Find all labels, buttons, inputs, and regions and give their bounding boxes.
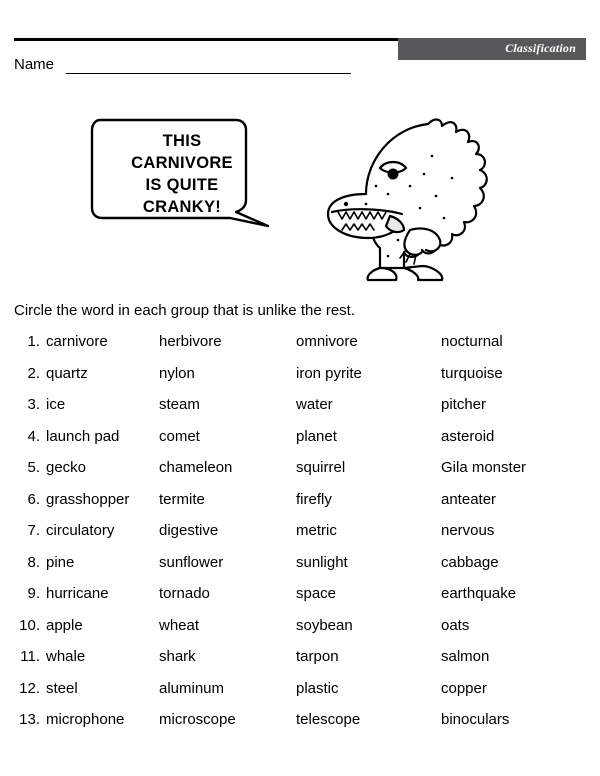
name-write-line[interactable] — [66, 73, 351, 74]
item-number: 12. — [19, 679, 40, 697]
word-group-row — [14, 459, 586, 491]
word-group-row — [14, 617, 586, 649]
word-option[interactable]: herbivore — [159, 333, 222, 350]
item-number: 10. — [19, 616, 40, 634]
category-label: Classification — [505, 41, 576, 55]
word-option[interactable]: shark — [159, 648, 196, 665]
word-option[interactable]: anteater — [441, 490, 497, 508]
word-group-row — [14, 365, 586, 397]
word-option[interactable]: apple — [46, 616, 83, 634]
word-option[interactable]: metric — [296, 522, 337, 539]
word-option[interactable]: salmon — [441, 648, 490, 665]
name-field-row — [14, 56, 374, 78]
word-option[interactable]: oats — [441, 616, 470, 634]
item-number: 13. — [19, 711, 40, 728]
name-label: Name — [14, 56, 55, 73]
item-number: 5. — [27, 459, 40, 476]
word-group-list — [14, 333, 586, 743]
item-number: 2. — [27, 364, 40, 382]
item-number: 11. — [20, 648, 40, 665]
word-option[interactable]: squirrel — [296, 459, 346, 476]
word-option[interactable]: chameleon — [159, 459, 233, 476]
word-option[interactable]: grasshopper — [46, 490, 130, 508]
speech-line-4: CRANKY! — [142, 198, 222, 216]
word-group-row — [14, 554, 586, 586]
speech-bubble-text — [116, 130, 248, 218]
word-group-row — [14, 491, 586, 523]
word-option[interactable]: sunflower — [159, 553, 224, 571]
item-number: 6. — [27, 490, 40, 508]
word-option[interactable]: steel — [46, 679, 78, 697]
word-option[interactable]: whale — [46, 648, 86, 665]
item-number: 3. — [27, 396, 40, 413]
word-option[interactable]: hurricane — [46, 585, 109, 602]
word-option[interactable]: soybean — [296, 616, 353, 634]
word-group-row — [14, 711, 586, 743]
dinosaur-icon — [328, 120, 487, 280]
word-option[interactable]: telescope — [296, 711, 361, 728]
word-option[interactable]: quartz — [46, 364, 88, 382]
word-option[interactable]: cabbage — [441, 553, 499, 571]
word-option[interactable]: digestive — [159, 522, 219, 539]
item-number: 1. — [27, 333, 40, 350]
word-option[interactable]: termite — [159, 490, 205, 508]
word-option[interactable]: nervous — [441, 522, 495, 539]
word-option[interactable]: microscope — [159, 711, 236, 728]
item-number: 9. — [27, 585, 40, 602]
word-group-row — [14, 585, 586, 617]
word-group-row — [14, 333, 586, 365]
item-number: 4. — [27, 427, 40, 445]
word-option[interactable]: aluminum — [159, 679, 225, 697]
word-option[interactable]: iron pyrite — [296, 364, 362, 382]
speech-line-1: THIS — [162, 132, 202, 150]
word-option[interactable]: turquoise — [441, 364, 503, 382]
word-group-row — [14, 680, 586, 712]
word-option[interactable]: planet — [296, 427, 337, 445]
word-option[interactable]: earthquake — [441, 585, 517, 602]
word-option[interactable]: comet — [159, 427, 200, 445]
word-option[interactable]: ice — [46, 396, 66, 413]
word-option[interactable]: sunlight — [296, 553, 348, 571]
word-option[interactable]: asteroid — [441, 427, 495, 445]
word-option[interactable]: microphone — [46, 711, 125, 728]
word-option[interactable]: carnivore — [46, 333, 108, 350]
word-group-row — [14, 428, 586, 460]
illustration — [80, 108, 500, 293]
word-group-row — [14, 648, 586, 680]
word-option[interactable]: plastic — [296, 679, 339, 697]
word-group-row — [14, 522, 586, 554]
speech-line-3: IS QUITE — [145, 176, 219, 194]
word-option[interactable]: space — [296, 585, 337, 602]
item-number: 8. — [27, 553, 40, 571]
word-option[interactable]: tornado — [159, 585, 210, 602]
word-option[interactable]: firefly — [296, 490, 332, 508]
word-option[interactable]: copper — [441, 679, 487, 697]
word-option[interactable]: steam — [159, 396, 200, 413]
word-option[interactable]: tarpon — [296, 648, 339, 665]
item-number: 7. — [27, 522, 40, 539]
word-option[interactable]: binoculars — [441, 711, 510, 728]
word-option[interactable]: nocturnal — [441, 333, 503, 350]
directions-text: Circle the word in each group that is unlike the rest. — [14, 302, 356, 319]
word-option[interactable]: Gila monster — [441, 459, 527, 476]
word-option[interactable]: launch pad — [46, 427, 120, 445]
category-band — [398, 38, 586, 60]
word-option[interactable]: omnivore — [296, 333, 358, 350]
word-option[interactable]: pitcher — [441, 396, 487, 413]
word-option[interactable]: water — [296, 396, 333, 413]
word-option[interactable]: pine — [46, 553, 75, 571]
word-group-row — [14, 396, 586, 428]
word-option[interactable]: nylon — [159, 364, 195, 382]
page-header — [0, 38, 600, 78]
word-option[interactable]: wheat — [159, 616, 200, 634]
word-option[interactable]: gecko — [46, 459, 87, 476]
word-option[interactable]: circulatory — [46, 522, 115, 539]
speech-line-2: CARNIVORE — [131, 154, 233, 172]
